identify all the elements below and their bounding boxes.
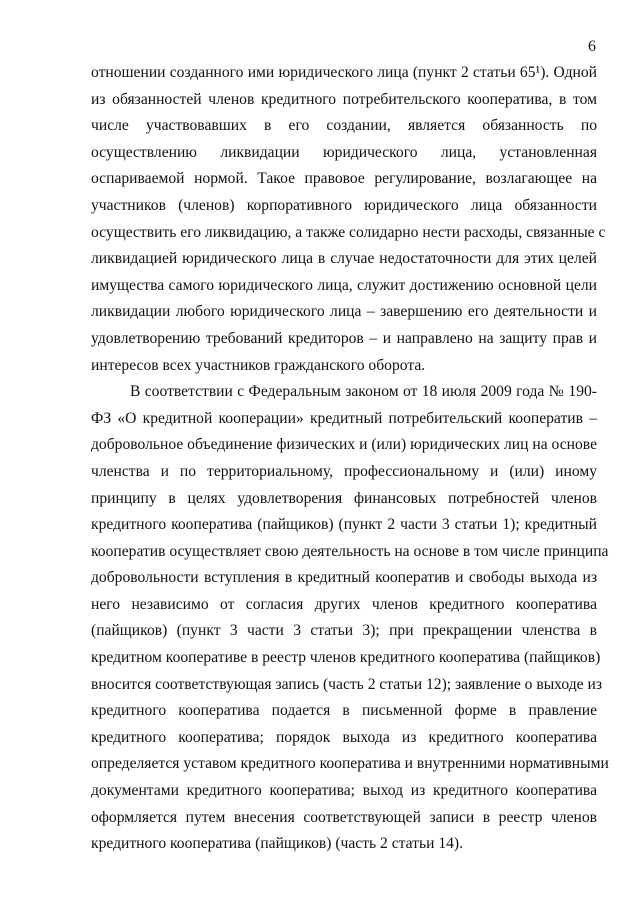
text-line: удовлетворению требований кредиторов – и направлено на защиту прав и [91,329,597,347]
text-line: из обязанностей членов кредитного потребительского кооператива, в том [91,90,597,108]
text-line: вносится соответствующая запись (часть 2 статьи 12); заявление о выходе из [91,675,602,693]
text-line: кредитного кооператива (пайщиков) (пункт 2 части 3 статьи 1); кредитный [91,516,597,534]
text-line: осуществлению ликвидации юридического лица, установленная [91,143,597,161]
text-line: кооператив осуществляет свою деятельность на основе в том числе принципа [91,542,609,560]
text-line: членства и по территориальному, профессиональному и (или) иному [91,462,597,480]
text-line: документами кредитного кооператива; выход из кредитного кооператива [91,782,597,800]
text-line: оспариваемой нормой. Такое правовое регулирование, возлагающее на [91,170,597,188]
text-line: добровольное объединение физических и (или) юридических лиц на основе [91,436,597,454]
paragraph-2 [91,379,609,858]
text-line: ФЗ «О кредитной кооперации» кредитный потребительский кооператив – [91,409,597,427]
page-number: 6 [588,38,596,55]
text-line: осуществить его ликвидацию, а также солидарно нести расходы, связанные с [91,223,606,241]
text-line: числе участвовавших в его создании, является обязанность по [91,117,597,135]
text-line: имущества самого юридического лица, служит достижению основной цели [91,276,597,294]
text-line: кредитного кооператива подается в письменной форме в правление [91,702,597,720]
text-line: ликвидацией юридического лица в случае недостаточности для этих целей [91,250,597,268]
text-line: кредитного кооператива; порядок выхода из кредитного кооператива [91,728,597,746]
text-line: добровольности вступления в кредитный кооператив и свободы выхода из [91,569,597,587]
text-line: (пайщиков) (пункт 3 части 3 статьи 3); при прекращении членства в [91,622,597,640]
paragraph-1 [91,60,606,379]
text-line: В соответствии с Федеральным законом от 18 июля 2009 года № 190- [130,383,597,401]
text-line: интересов всех участников гражданского оборота. [91,356,426,374]
text-line: принципу в целях удовлетворения финансовых потребностей членов [91,489,597,507]
text-line: определяется уставом кредитного кооператива и внутренними нормативными [91,755,609,773]
text-line: кредитном кооперативе в реестр членов кредитного кооператива (пайщиков) [91,649,601,667]
text-line: него независимо от согласия других членов кредитного кооператива [91,595,597,613]
document-body [91,60,609,858]
text-line: кредитного кооператива (пайщиков) (часть 2 статьи 14). [91,835,464,853]
text-line: отношении созданного ими юридического лица (пункт 2 статьи 65¹). Одной [91,64,597,81]
text-line: ликвидации любого юридического лица – завершению его деятельности и [91,303,597,321]
text-line: оформляется путем внесения соответствующей записи в реестр членов [91,808,597,826]
text-line: участников (членов) корпоративного юридического лица обязанности [91,196,597,214]
